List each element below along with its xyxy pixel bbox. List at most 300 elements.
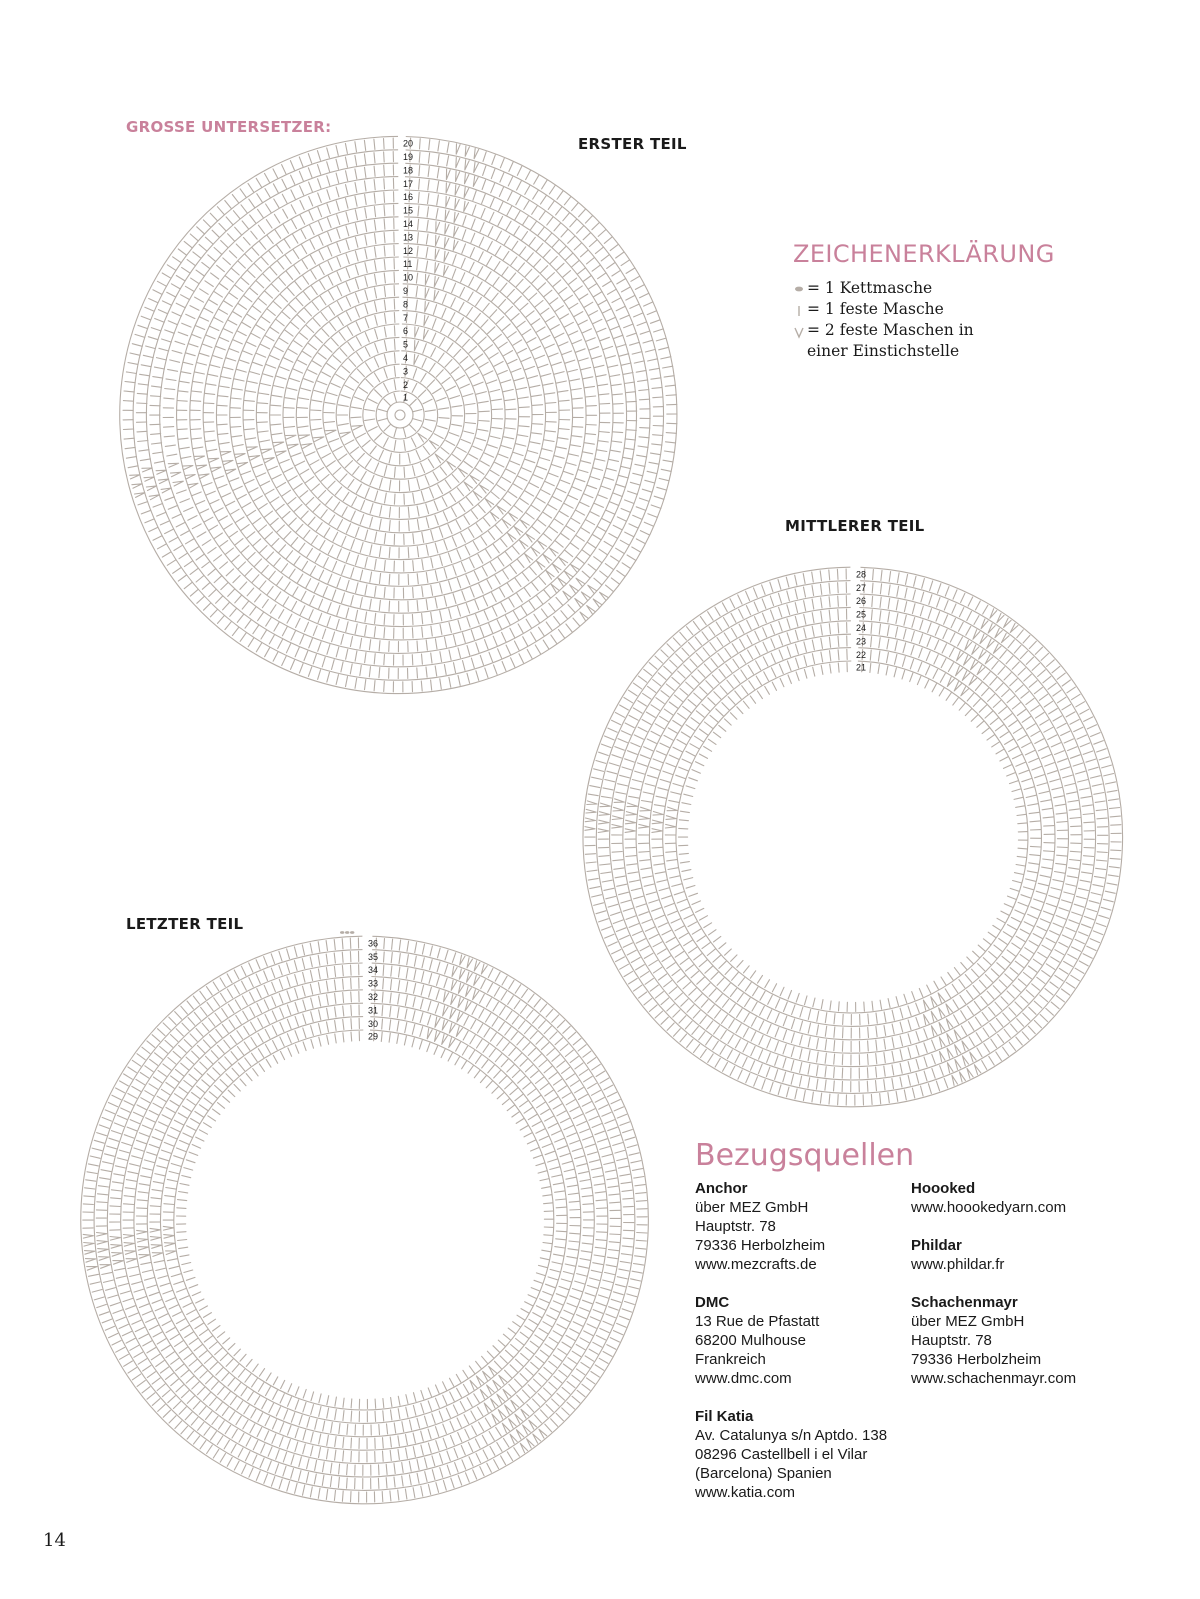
- source-link[interactable]: www.phildar.fr: [911, 1256, 1005, 1273]
- stitch-mark: [274, 214, 279, 223]
- increase-mark: [352, 425, 362, 430]
- stitch-mark: [318, 969, 320, 979]
- stitch-mark: [657, 487, 667, 490]
- stitch-mark: [458, 606, 461, 616]
- stitch-mark: [1044, 851, 1054, 852]
- stitch-mark: [102, 1319, 112, 1323]
- stitch-mark: [490, 198, 494, 207]
- stitch-mark: [303, 1402, 306, 1412]
- stitch-mark: [1027, 871, 1037, 873]
- stitch-mark: [428, 1443, 431, 1453]
- stitch-mark: [293, 250, 299, 259]
- stitch-mark: [892, 1051, 894, 1061]
- stitch-mark: [593, 1263, 603, 1265]
- stitch-mark: [1023, 635, 1030, 643]
- increase-mark: [273, 442, 283, 446]
- stitch-mark: [613, 1292, 623, 1295]
- stitch-mark: [603, 1321, 612, 1325]
- round-line: [350, 364, 452, 466]
- stitch-mark: [472, 219, 476, 229]
- stitch-mark: [732, 644, 737, 653]
- stitch-mark: [232, 436, 242, 437]
- stitch-mark: [294, 505, 302, 512]
- stitch-mark: [706, 681, 713, 689]
- stitch-mark: [651, 320, 661, 324]
- stitch-mark: [1007, 950, 1015, 956]
- stitch-mark: [204, 1313, 212, 1318]
- stitch-mark: [935, 626, 939, 635]
- stitch-mark: [523, 637, 528, 646]
- stitch-mark: [200, 289, 209, 295]
- stitch-mark: [383, 1411, 384, 1421]
- stitch-mark: [567, 1133, 576, 1137]
- stitch-mark: [592, 223, 599, 230]
- stitch-mark: [555, 1191, 565, 1192]
- stitch-mark: [137, 1054, 145, 1060]
- stitch-mark: [933, 669, 938, 678]
- stitch-mark: [295, 1017, 298, 1027]
- stitch-mark: [911, 631, 914, 641]
- stitch-mark: [450, 396, 460, 399]
- increase-mark: [436, 235, 440, 245]
- stitch-mark: [592, 265, 600, 271]
- stitch-mark: [608, 904, 618, 907]
- stitch-mark: [340, 349, 347, 357]
- stitch-mark: [128, 1267, 138, 1269]
- stitch-mark: [620, 1316, 630, 1320]
- stitch-mark: [583, 1300, 593, 1304]
- stitch-mark: [237, 614, 243, 622]
- stitch-mark: [253, 1069, 258, 1076]
- stitch-mark: [410, 1420, 412, 1430]
- stitch-mark: [450, 313, 455, 322]
- stitch-mark: [384, 259, 385, 269]
- stitch-mark: [586, 434, 596, 435]
- stitch-mark: [214, 291, 223, 297]
- stitch-mark: [587, 485, 597, 489]
- stitch-mark: [624, 448, 634, 450]
- stitch-mark: [525, 1326, 534, 1332]
- stitch-mark: [1042, 867, 1052, 869]
- stitch-mark: [659, 347, 669, 350]
- stitch-mark: [721, 1030, 727, 1039]
- stitch-mark: [260, 581, 266, 589]
- stitch-mark: [913, 590, 916, 600]
- stitch-mark: [817, 1066, 819, 1076]
- stitch-mark: [328, 545, 333, 554]
- stitch-mark: [469, 1366, 474, 1374]
- stitch-mark: [595, 1192, 605, 1193]
- stitch-mark: [252, 1379, 258, 1387]
- stitch-mark: [328, 218, 332, 228]
- stitch-mark: [245, 1058, 251, 1066]
- stitch-mark: [973, 951, 980, 957]
- stitch-mark: [919, 634, 922, 644]
- stitch-mark: [294, 341, 302, 347]
- stitch-mark: [263, 374, 273, 377]
- stitch-mark: [924, 1071, 927, 1081]
- stitch-mark: [338, 317, 343, 326]
- stitch-mark: [922, 579, 925, 589]
- stitch-mark: [114, 1123, 124, 1127]
- stitch-mark: [165, 330, 175, 333]
- stitch-mark: [532, 433, 542, 434]
- stitch-mark: [318, 942, 320, 952]
- stitch-mark: [375, 288, 377, 298]
- stitch-mark: [382, 1019, 383, 1029]
- stitch-mark: [413, 1488, 415, 1498]
- row-number: 33: [368, 978, 379, 989]
- stitch-mark: [232, 1429, 237, 1438]
- stitch-mark: [111, 1198, 121, 1199]
- stitch-mark: [584, 302, 593, 307]
- increase-mark: [237, 462, 247, 467]
- stitch-mark: [533, 1015, 540, 1023]
- stitch-mark: [245, 480, 254, 484]
- stitch-mark: [1030, 821, 1040, 822]
- stitch-mark: [303, 1485, 305, 1495]
- stitch-mark: [384, 383, 389, 392]
- stitch-mark: [795, 575, 797, 585]
- stitch-mark: [629, 1286, 639, 1289]
- stitch-mark: [302, 260, 307, 269]
- increase-mark: [546, 571, 554, 580]
- stitch-mark: [621, 900, 631, 903]
- stitch-mark: [1082, 924, 1092, 928]
- stitch-mark: [90, 1282, 100, 1284]
- increase-mark: [529, 1420, 537, 1429]
- stitch-mark: [345, 461, 352, 468]
- stitch-mark: [682, 648, 689, 656]
- increase-mark: [247, 447, 257, 451]
- stitch-mark: [404, 1036, 406, 1045]
- stitch-mark: [563, 271, 571, 278]
- stitch-mark: [540, 1258, 549, 1260]
- stitch-mark: [1013, 728, 1022, 734]
- source-line: 68200 Mulhouse: [695, 1332, 806, 1349]
- stitch-mark: [253, 1441, 257, 1450]
- stitch-mark: [357, 353, 363, 361]
- stitch-mark: [265, 189, 270, 198]
- stitch-mark: [516, 1359, 524, 1366]
- increase-mark: [435, 263, 439, 273]
- stitch-mark: [151, 328, 161, 331]
- stitch-mark: [967, 957, 973, 964]
- stitch-mark: [490, 470, 499, 475]
- source-link[interactable]: www.schachenmayr.com: [911, 1370, 1077, 1387]
- stitch-mark: [590, 786, 600, 788]
- stitch-mark: [225, 1057, 232, 1065]
- stitch-mark: [431, 653, 432, 663]
- stitch-mark: [667, 644, 674, 651]
- stitch-mark: [394, 339, 395, 349]
- stitch-mark: [559, 400, 569, 401]
- stitch-mark: [507, 1452, 512, 1461]
- stitch-mark: [677, 899, 687, 903]
- stitch-mark: [447, 156, 449, 166]
- stitch-mark: [1097, 749, 1107, 752]
- stitch-mark: [704, 923, 712, 928]
- stitch-mark: [574, 286, 582, 292]
- stitch-mark: [554, 1376, 562, 1383]
- stitch-mark: [110, 1303, 120, 1306]
- stitch-mark: [253, 464, 263, 468]
- increase-mark: [425, 288, 429, 298]
- stitch-mark: [327, 645, 330, 655]
- stitch-mark: [214, 533, 222, 539]
- stitch-mark: [549, 1097, 558, 1102]
- stitch-mark: [282, 312, 290, 319]
- stitch-mark: [294, 556, 300, 564]
- stitch-mark: [295, 1002, 298, 1012]
- stitch-mark: [443, 294, 447, 304]
- stitch-mark: [497, 485, 505, 491]
- stitch-mark: [306, 477, 314, 483]
- stitch-mark: [738, 978, 744, 986]
- stitch-mark: [644, 747, 653, 751]
- stitch-mark: [186, 539, 195, 544]
- sources: [695, 1138, 1165, 1521]
- stitch-mark: [556, 207, 562, 215]
- stitch-mark: [199, 1407, 206, 1415]
- stitch-mark: [489, 1432, 494, 1441]
- increase-mark: [473, 990, 479, 1000]
- stitch-mark: [625, 532, 634, 537]
- stitch-mark: [308, 168, 312, 178]
- stitch-mark: [512, 1016, 518, 1024]
- stitch-mark: [619, 354, 629, 357]
- stitch-mark: [1110, 816, 1120, 817]
- stitch-mark: [513, 340, 522, 345]
- stitch-mark: [310, 225, 314, 234]
- stitch-mark: [879, 638, 880, 648]
- stitch-mark: [522, 329, 531, 335]
- stitch-mark: [353, 467, 359, 475]
- stitch-mark: [271, 405, 281, 406]
- stitch-mark: [689, 947, 697, 953]
- stitch-mark: [689, 642, 696, 650]
- stitch-mark: [143, 355, 153, 357]
- stitch-mark: [476, 614, 480, 624]
- stitch-mark: [300, 635, 304, 644]
- stitch-mark: [556, 1199, 566, 1200]
- stitch-mark: [626, 401, 636, 402]
- stitch-mark: [515, 1094, 523, 1100]
- stitch-mark: [614, 868, 624, 869]
- stitch-mark: [332, 660, 335, 670]
- stitch-mark: [646, 712, 655, 717]
- stitch-mark: [776, 999, 780, 1008]
- stitch-mark: [212, 1416, 218, 1424]
- stitch-mark: [218, 1045, 225, 1053]
- stitch-mark: [556, 1294, 566, 1298]
- stitch-mark: [466, 575, 470, 584]
- stitch-mark: [365, 318, 369, 328]
- stitch-mark: [196, 1137, 204, 1141]
- stitch-mark: [386, 1464, 387, 1474]
- stitch-mark: [694, 954, 702, 960]
- stitch-mark: [511, 314, 519, 321]
- stitch-mark: [1046, 938, 1055, 943]
- source-link[interactable]: www.hoookedyarn.com: [911, 1199, 1067, 1216]
- stitch-mark: [335, 1021, 337, 1031]
- stitch-mark: [627, 1294, 637, 1297]
- stitch-mark: [300, 491, 308, 498]
- stitch-mark: [327, 1008, 329, 1018]
- increase-mark: [972, 645, 979, 655]
- stitch-mark: [463, 1031, 468, 1040]
- stitch-mark: [982, 688, 989, 696]
- stitch-mark: [398, 1396, 400, 1405]
- stitch-mark: [1075, 939, 1084, 943]
- stitch-mark: [245, 569, 252, 576]
- stitch-mark: [603, 788, 613, 790]
- stitch-mark: [328, 603, 332, 613]
- stitch-mark: [500, 158, 504, 167]
- stitch-mark: [165, 1040, 173, 1047]
- stitch-mark: [600, 403, 610, 404]
- stitch-mark: [458, 1476, 462, 1486]
- increase-mark: [508, 533, 516, 542]
- stitch-mark: [452, 953, 455, 963]
- stitch-mark: [698, 670, 705, 677]
- stitch-mark: [384, 206, 385, 216]
- stitch-mark: [299, 1471, 302, 1481]
- stitch-mark: [166, 1298, 176, 1302]
- stitch-mark: [423, 399, 432, 403]
- stitch-mark: [534, 1280, 543, 1283]
- stitch-mark: [499, 454, 509, 458]
- stitch-mark: [485, 1418, 490, 1427]
- stitch-mark: [533, 191, 538, 200]
- stitch-mark: [904, 602, 906, 612]
- stitch-mark: [506, 469, 515, 474]
- stitch-mark: [152, 386, 162, 387]
- stitch-mark: [1036, 891, 1046, 894]
- stitch-mark: [503, 251, 509, 259]
- increase-mark: [967, 1068, 973, 1078]
- stitch-mark: [609, 1242, 619, 1243]
- stitch-mark: [419, 1040, 422, 1049]
- stitch-mark: [808, 1051, 810, 1061]
- increase-mark: [188, 483, 198, 488]
- stitch-mark: [543, 1195, 552, 1196]
- stitch-mark: [187, 1431, 193, 1439]
- stitch-mark: [1107, 883, 1117, 885]
- stitch-mark: [200, 1330, 208, 1336]
- stitch-mark: [752, 1002, 757, 1011]
- stitch-mark: [200, 1306, 208, 1310]
- stitch-mark: [440, 652, 442, 662]
- stitch-mark: [288, 1384, 292, 1392]
- stitch-mark: [1105, 891, 1115, 893]
- stitch-mark: [533, 424, 543, 425]
- stitch-mark: [229, 349, 238, 353]
- stitch-mark: [351, 417, 361, 418]
- stitch-mark: [250, 215, 256, 223]
- stitch-mark: [452, 537, 456, 546]
- stitch-mark: [316, 523, 322, 531]
- stitch-mark: [760, 991, 765, 1000]
- stitch-mark: [324, 422, 334, 423]
- source-link[interactable]: www.mezcrafts.de: [695, 1256, 817, 1273]
- stitch-mark: [319, 221, 323, 230]
- stitch-mark: [681, 999, 688, 1006]
- stitch-mark: [758, 975, 763, 983]
- source-link[interactable]: www.dmc.com: [695, 1370, 792, 1387]
- stitch-mark: [571, 1081, 580, 1087]
- stitch-mark: [967, 611, 972, 620]
- stitch-mark: [435, 515, 438, 525]
- stitch-mark: [384, 327, 386, 337]
- stitch-mark: [234, 970, 239, 979]
- stitch-mark: [479, 505, 486, 513]
- stitch-mark: [1076, 771, 1086, 774]
- stitch-mark: [296, 524, 303, 532]
- stitch-mark: [559, 287, 567, 293]
- stitch-mark: [550, 298, 558, 304]
- source-link[interactable]: www.katia.com: [695, 1484, 796, 1501]
- stitch-mark: [460, 287, 465, 296]
- stitch-mark: [138, 384, 148, 385]
- increase-mark: [467, 972, 473, 982]
- stitch-mark: [613, 432, 623, 433]
- stitch-mark: [775, 1013, 779, 1022]
- stitch-mark: [346, 198, 349, 208]
- stitch-mark: [598, 495, 607, 499]
- stitch-mark: [699, 729, 707, 735]
- stitch-mark: [303, 1390, 306, 1399]
- stitch-mark: [722, 703, 729, 710]
- stitch-mark: [1037, 926, 1046, 931]
- stitch-mark: [961, 1026, 966, 1035]
- increase-mark: [152, 1253, 162, 1257]
- stitch-mark: [681, 732, 690, 737]
- source-line: 79336 Herbolzheim: [911, 1351, 1042, 1368]
- stitch-mark: [575, 1088, 584, 1093]
- stitch-mark: [1005, 974, 1013, 981]
- stitch-mark: [690, 659, 697, 667]
- stitch-mark: [198, 1422, 204, 1430]
- stitch-mark: [355, 624, 357, 634]
- increase-mark: [613, 807, 623, 811]
- stitch-mark: [343, 1398, 344, 1407]
- stitch-mark: [1053, 880, 1063, 882]
- stitch-mark: [422, 654, 423, 664]
- stitch-mark: [394, 1464, 395, 1474]
- stitch-mark: [988, 694, 995, 701]
- stitch-mark: [592, 1090, 601, 1095]
- stitch-mark: [606, 896, 616, 898]
- stitch-mark: [1049, 709, 1058, 714]
- stitch-mark: [560, 314, 569, 319]
- stitch-mark: [635, 285, 644, 290]
- stitch-mark: [408, 480, 409, 490]
- stitch-mark: [1004, 904, 1012, 908]
- stitch-mark: [894, 668, 896, 677]
- stitch-mark: [303, 1028, 306, 1038]
- stitch-mark: [234, 1084, 240, 1091]
- stitch-mark: [763, 642, 767, 651]
- stitch-mark: [210, 500, 219, 504]
- stitch-mark: [109, 1333, 118, 1337]
- stitch-mark: [480, 362, 489, 367]
- stitch-mark: [600, 864, 610, 865]
- stitch-mark: [1021, 895, 1031, 898]
- row-number: 8: [403, 299, 409, 310]
- stitch-mark: [976, 601, 981, 610]
- stitch-mark: [904, 629, 907, 639]
